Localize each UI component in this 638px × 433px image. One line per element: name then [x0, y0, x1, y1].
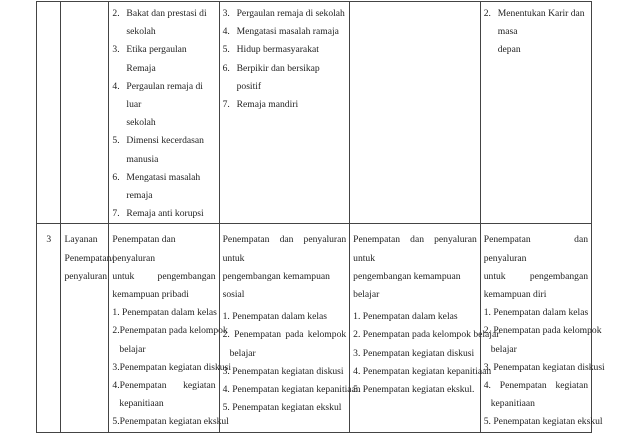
self-placement-cell — [480, 224, 605, 432]
intro-line: Penempatan dan penyaluran — [483, 234, 588, 264]
number-cell-empty — [37, 2, 61, 224]
intro-line: untuk pengembangan — [112, 270, 216, 282]
numbered-list — [112, 5, 215, 223]
list-item: 6. Mengatasi masalah remaja — [112, 171, 201, 202]
placement-list — [222, 308, 361, 417]
personal-placement-cell — [109, 224, 231, 432]
list-item: 3. Etika pergaulan Remaja — [112, 44, 187, 74]
placement-list — [483, 304, 605, 431]
intro-line: pengembangan kemampuan belajar — [353, 270, 461, 301]
guidance-program-table — [36, 1, 605, 433]
list-item-continuation: kepanitiaan — [119, 398, 164, 410]
list-item: 1. Penempatan dalam kelas — [112, 307, 217, 319]
list-item: 5. Penempatan kegiatan ekskul. — [353, 384, 475, 396]
table-row — [37, 224, 592, 432]
list-item: 4.Penempatan kegiatan — [112, 380, 216, 392]
list-item-continuation: kepanitiaan — [490, 398, 535, 410]
list-item: 1. Penempatan dalam kelas — [353, 311, 458, 323]
list-item: 3. Penempatan kegiatan diskusi — [222, 365, 344, 377]
list-item-continuation: belajar — [490, 343, 517, 355]
list-item: 1. Penempatan dalam kelas — [483, 307, 589, 319]
list-item: 4. Mengatasi masalah ramaja — [222, 26, 339, 38]
social-topics-cell — [219, 2, 350, 224]
career-topics-cell — [480, 2, 591, 224]
social-placement-cell — [219, 224, 361, 432]
numbered-list — [223, 5, 347, 114]
list-item: 7. Remaja mandiri — [222, 99, 299, 111]
list-item: 5. Dimensi kecerdasan manusia — [112, 135, 204, 165]
learning-topics-cell-empty — [350, 2, 481, 224]
intro-line: pengembangan kemampuan sosial — [222, 270, 330, 301]
list-item: 2. Penempatan pada kelompok — [483, 325, 602, 337]
service-cell-empty — [61, 2, 109, 224]
list-item: 2. Penempatan pada kelompok — [222, 329, 347, 341]
list-item: 4. Penempatan kegiatan kepanitiaan — [222, 384, 361, 396]
list-item: 2. Menentukan Karir dan masa depan — [483, 8, 585, 56]
service-name-cell: Layanan Penempatan/ penyaluran — [61, 224, 109, 432]
intro-line: Penempatan dan penyaluran untuk — [353, 234, 477, 264]
row-number: 3 — [37, 224, 61, 432]
list-item: 3. Pergaulan remaja di sekolah — [222, 8, 345, 19]
intro-line: Penempatan dan penyaluran — [112, 234, 176, 264]
list-item: 4. Pergaulan remaja di luar sekolah — [112, 80, 203, 129]
personal-topics-cell — [109, 2, 219, 224]
list-item-continuation: belajar — [229, 347, 256, 359]
placement-list — [112, 304, 231, 431]
list-item: 2. Penempatan pada kelompok belajar — [353, 329, 500, 341]
learning-placement-cell — [350, 224, 500, 432]
placement-list — [353, 308, 500, 399]
numbered-list — [484, 5, 588, 60]
list-item: 5. Penempatan kegiatan ekskul — [222, 402, 342, 414]
list-item: 2. Bakat dan prestasi di sekolah — [112, 8, 207, 38]
list-item: 6. Berpikir dan bersikap positif — [222, 62, 320, 92]
intro-line: kemampuan pribadi — [112, 289, 189, 301]
list-item: 3.Penempatan kegiatan diskusi — [112, 361, 231, 373]
list-item: 3. Penempatan kegiatan diskusi — [353, 347, 475, 359]
list-item: 7. Remaja anti korupsi — [112, 208, 204, 220]
list-item: 3. Penempatan kegiatan diskusi — [483, 361, 605, 373]
intro-line: kemampuan diri — [483, 289, 547, 301]
list-item: 4. Penempatan kegiatan — [483, 380, 588, 392]
list-item: 5. Penempatan kegiatan ekskul — [483, 416, 603, 428]
intro-line: untuk pengembangan — [483, 270, 588, 282]
list-item: 5.Penempatan kegiatan ekskul — [112, 416, 229, 428]
list-item: 5. Hidup bermasyarakat — [222, 44, 319, 56]
list-item-continuation: belajar — [119, 343, 146, 355]
list-item: 4. Penempatan kegiatan kepanitiaan — [353, 365, 492, 377]
list-item: 1. Penempatan dalam kelas — [222, 311, 328, 323]
table-row — [37, 2, 592, 224]
list-item: 2.Penempatan pada kelompok — [112, 325, 228, 337]
intro-line: Penempatan dan penyaluran untuk — [222, 234, 347, 264]
